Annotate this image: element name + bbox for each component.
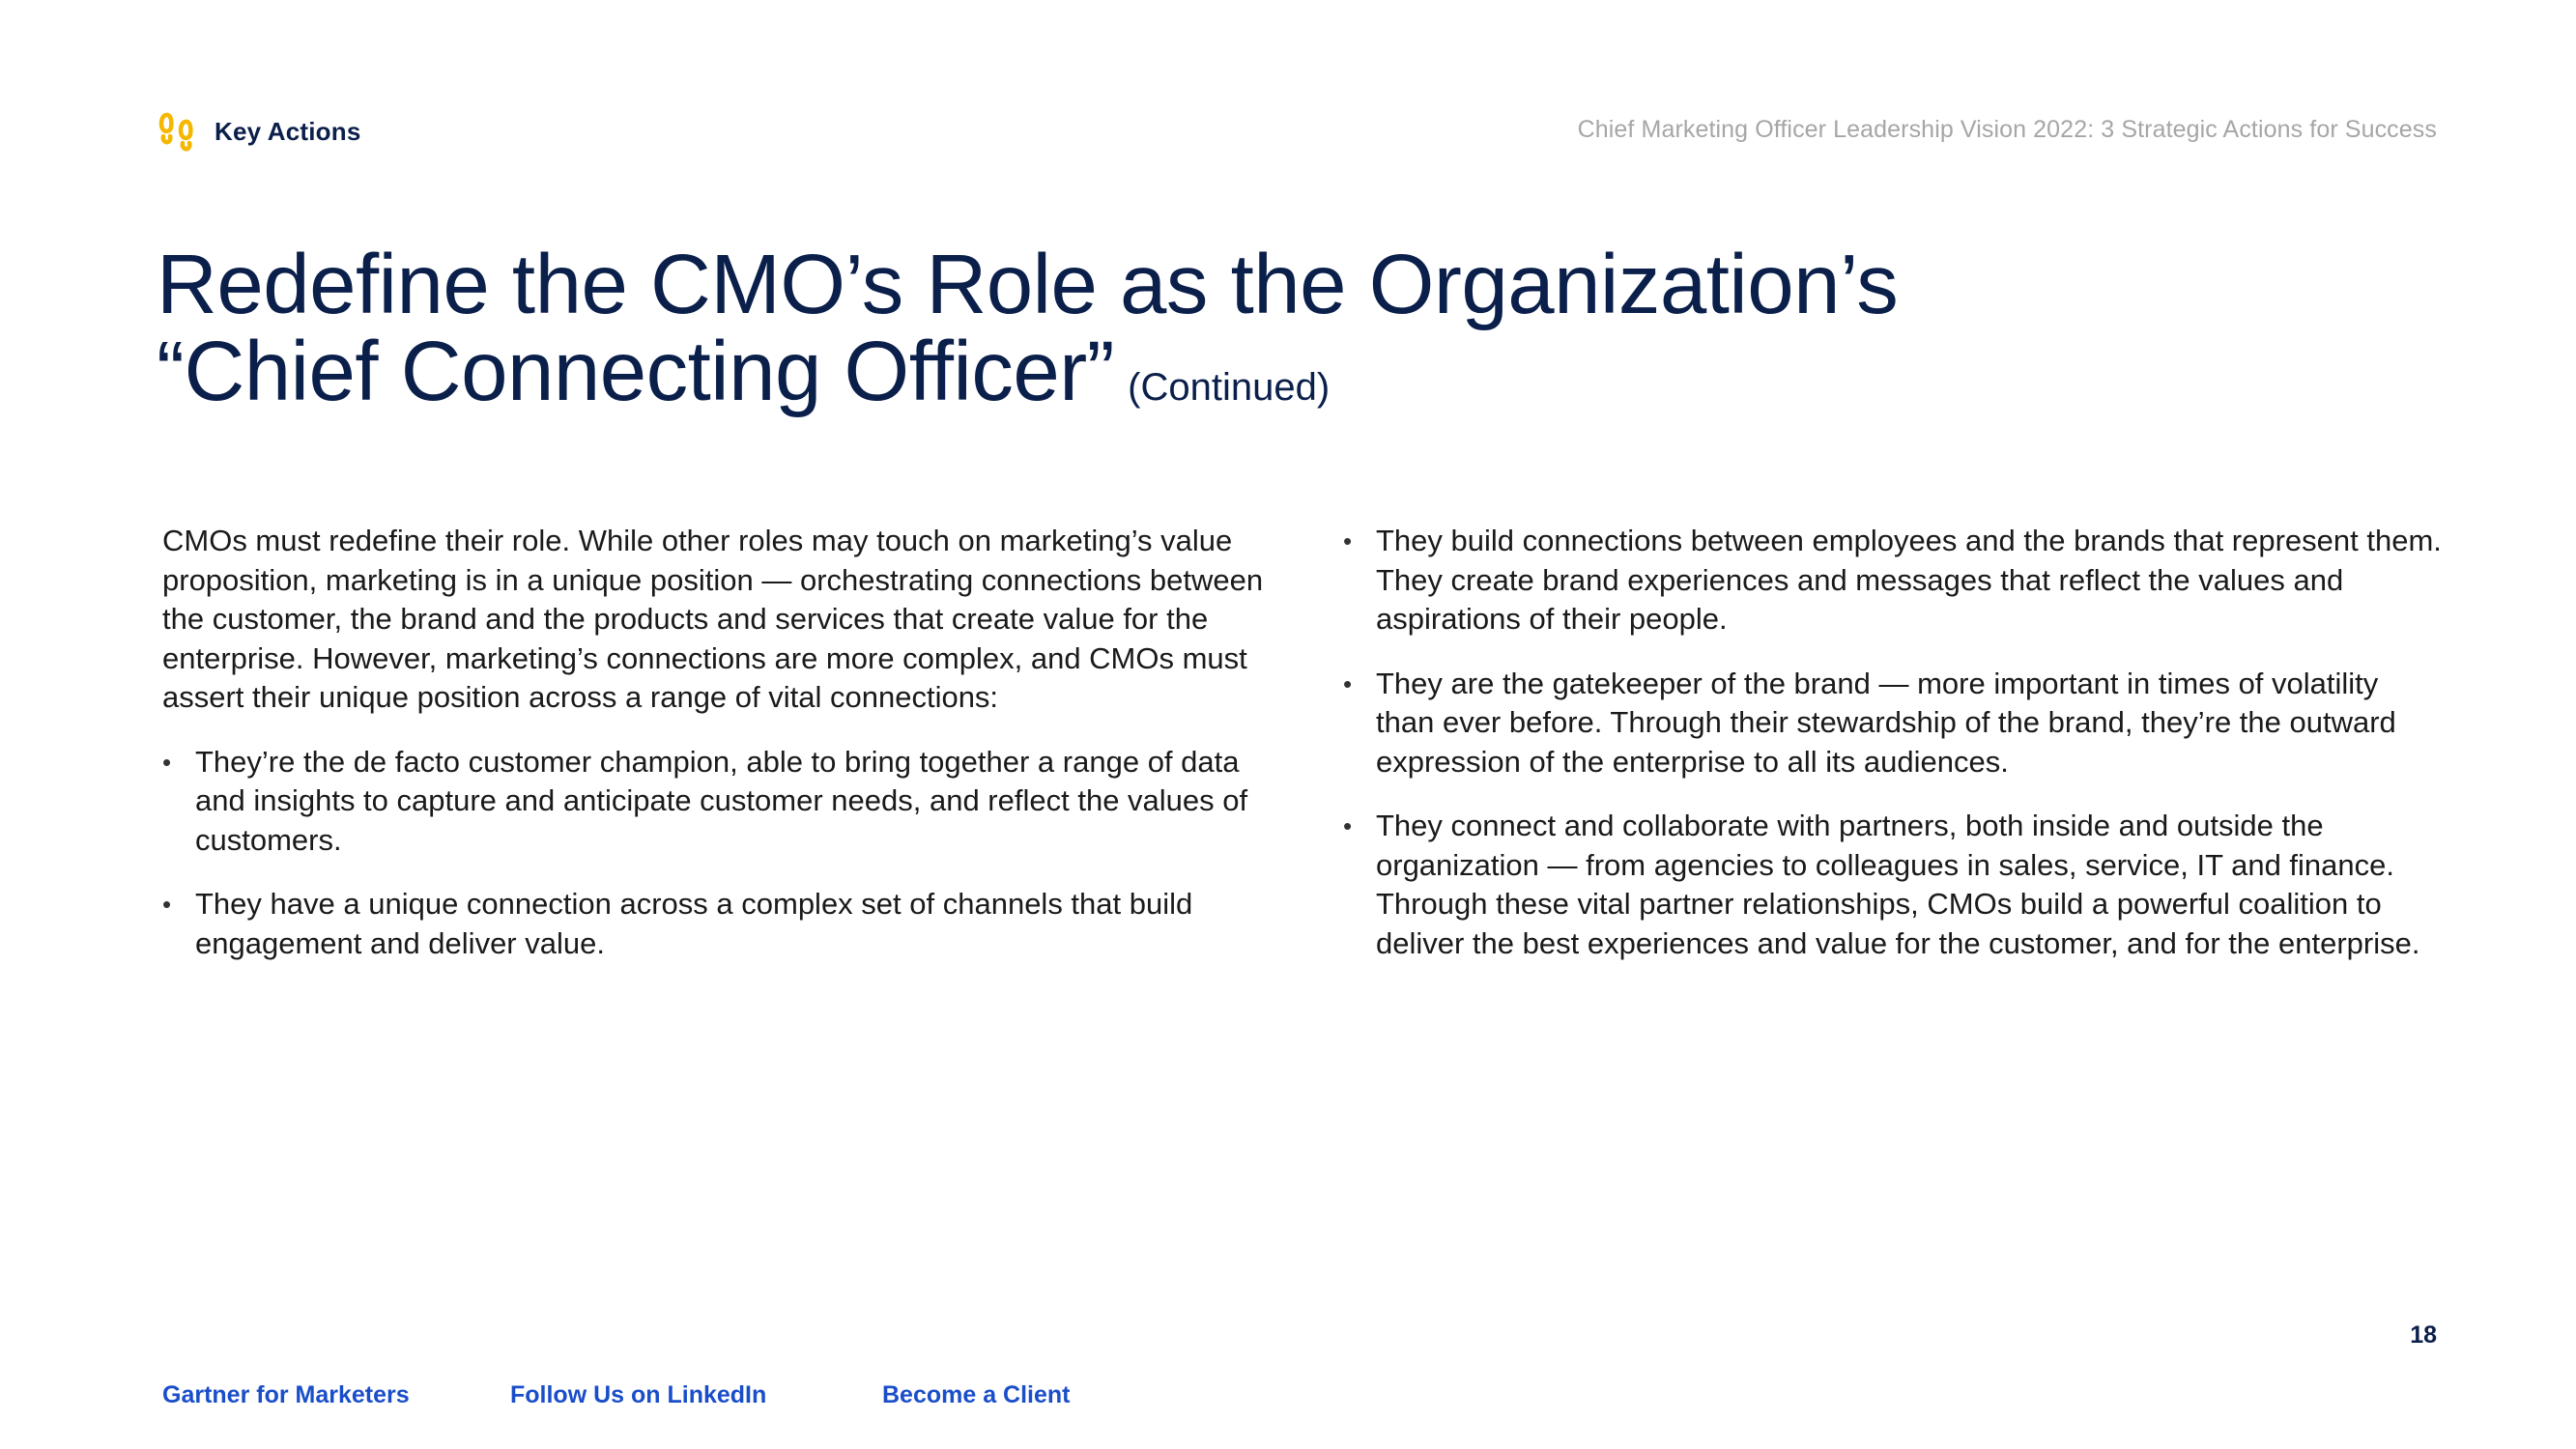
list-item: • They are the gatekeeper of the brand — more important in times of volatility than ever before. Through their stewardship of the brand, they’re the outward expression of the enterprise to all its audiences. [1343, 665, 2445, 782]
become-a-client-link[interactable]: Become a Client [882, 1381, 1071, 1408]
follow-us-linkedin-link[interactable]: Follow Us on LinkedIn [510, 1381, 767, 1408]
list-item: • They connect and collaborate with partners, both inside and outside the organization — from agencies to colleagues in sales, service, IT and finance. Through these vital partner relationships, CMOs build a powerful coalition to deliver the best experiences and value for the customer, and for the enterprise. [1343, 807, 2445, 963]
title-line-2-wrapper [157, 325, 1898, 431]
list-item: • They build connections between employees and the brands that represent them. They create brand experiences and messages that reflect the values and aspirations of their people. [1343, 522, 2445, 639]
footer-links [162, 1381, 1071, 1409]
right-bullet-list [1343, 522, 2445, 963]
title-line-2: “Chief Connecting Officer” [157, 325, 1115, 418]
page-title [157, 238, 1899, 431]
title-line-1: Redefine the CMO’s Role as the Organization’s [157, 238, 1899, 331]
report-title: Chief Marketing Officer Leadership Vision 2022: 3 Strategic Actions for Success [1577, 116, 2437, 143]
title-suffix: (Continued) [1128, 366, 1331, 409]
gartner-for-marketers-link[interactable]: Gartner for Marketers [162, 1381, 410, 1408]
intro-paragraph: CMOs must redefine their role. While other roles may touch on marketing’s value proposition, marketing is in a unique position — orchestrating connections between the customer, the brand and the products and services that create value for the enterprise. However, marketing’s connections are more complex, and CMOs must assert their unique position across a range of vital connections: [162, 524, 1264, 714]
left-bullet-list [162, 743, 1264, 964]
page-number: 18 [2410, 1321, 2437, 1349]
header-section [158, 110, 361, 153]
list-item: • They have a unique connection across a complex set of channels that build engagement and deliver value. [162, 885, 1264, 963]
footsteps-icon [158, 110, 197, 153]
list-item: • They’re the de facto customer champion, able to bring together a range of data and insights to capture and anticipate customer needs, and reflect the values of customers. [162, 743, 1264, 861]
right-column [1343, 522, 2445, 988]
section-label: Key Actions [215, 116, 361, 146]
left-column [162, 522, 1264, 988]
